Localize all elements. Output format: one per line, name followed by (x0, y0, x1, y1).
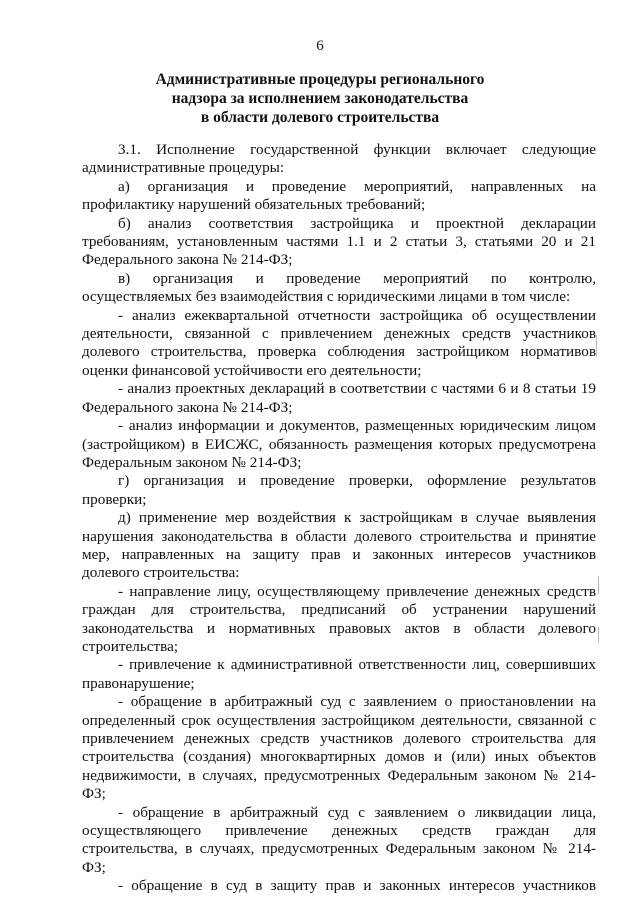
heading-line-1: Административные процедуры регионального (155, 71, 485, 88)
text-line: оценки финансовой устойчивости его деятельности; (82, 361, 422, 379)
text-line: д) применение мер воздействия к застройщикам в случае выявления (118, 509, 596, 527)
text-line: б) анализ соответствия застройщика и проектной декларации (118, 214, 596, 232)
text-line: осуществляющего привлечение денежных средств граждан для (82, 822, 596, 840)
text-line: определенный срок осуществления застройщиком деятельности, связанной с (82, 711, 596, 729)
text-line: - привлечение к административной ответственности лиц, совершивших (118, 656, 596, 674)
text-line: административные процедуры: (82, 159, 285, 177)
text-line: мер, направленных на защиту прав и законных интересов участников (82, 545, 596, 563)
text-line: а) организация и проведение мероприятий, направленных на (118, 177, 596, 195)
body-text (82, 141, 596, 896)
page-number: 6 (316, 38, 324, 54)
scan-artifact (598, 627, 599, 643)
text-line: 3.1. Исполнение государственной функции включает следующие (118, 141, 596, 158)
text-line: ФЗ; (82, 785, 106, 803)
text-line: недвижимости, в случаях, предусмотренных Федеральным законом № 214- (82, 766, 596, 784)
text-line: нарушения законодательства в области долевого строительства и принятие (82, 527, 596, 545)
text-line: законодательства и нормативных правовых актов в области долевого (82, 619, 596, 637)
text-line: долевого строительства, проверка соблюдения застройщиком нормативов (82, 343, 596, 361)
text-line: в) организация и проведение мероприятий по контролю, (118, 269, 596, 287)
text-line: - обращение в суд в защиту прав и законных интересов участников (118, 877, 596, 895)
text-line: привлечением денежных средств участников долевого строительства для (82, 730, 596, 747)
text-line: - анализ информации и документов, размещенных юридическим лицом (118, 417, 596, 435)
text-line: (застройщиком) в ЕИСЖС, обязанность размещения которых предусмотрена (82, 435, 596, 453)
text-line: строительства, в случаях, предусмотренных Федеральным законом № 214- (82, 840, 596, 858)
text-line: г) организация и проведение проверки, оформление результатов (118, 472, 596, 490)
text-line: долевого строительства: (82, 564, 240, 582)
text-line: профилактику нарушений обязательных требований; (82, 196, 426, 214)
text-line: - анализ проектных деклараций в соответствии с частями 6 и 8 статьи 19 (118, 380, 596, 398)
text-line: ФЗ; (82, 858, 106, 876)
text-line: строительства; (82, 637, 179, 655)
text-line: - обращение в арбитражный суд с заявлением о приостановлении на (118, 693, 596, 711)
text-line: Федеральным законом № 214-ФЗ; (82, 453, 302, 471)
text-line: - обращение в арбитражный суд с заявлением о ликвидации лица, (118, 803, 596, 821)
text-line: - анализ ежеквартальной отчетности застройщика об осуществлении (118, 306, 596, 324)
heading-line-3: в области долевого строительства (200, 109, 440, 126)
text-line: граждан для строительства, предписаний об устранении нарушений (82, 601, 596, 619)
text-line: деятельности, связанной с привлечением денежных средств участников (82, 325, 596, 343)
text-line: проверки; (82, 490, 147, 508)
text-line: требованиям, установленным частями 1.1 и 2 статьи 3, статьями 20 и 21 (82, 233, 596, 251)
heading-line-2: надзора за исполнением законодательства (171, 90, 469, 107)
section-heading (120, 70, 520, 127)
text-line: Федерального закона № 214-ФЗ; (82, 398, 293, 416)
text-line: строительства (создания) многоквартирных домов и (или) иных объектов (82, 748, 596, 766)
text-line: Федерального закона № 214-ФЗ; (82, 251, 293, 269)
text-line: - направление лицу, осуществляющему привлечение денежных средств (118, 582, 596, 600)
scan-artifact (598, 576, 599, 594)
text-line: осуществляемых без взаимодействия с юридическими лицами в том числе: (82, 288, 571, 306)
scan-artifact (596, 335, 597, 357)
text-line: правонарушение; (82, 674, 195, 692)
